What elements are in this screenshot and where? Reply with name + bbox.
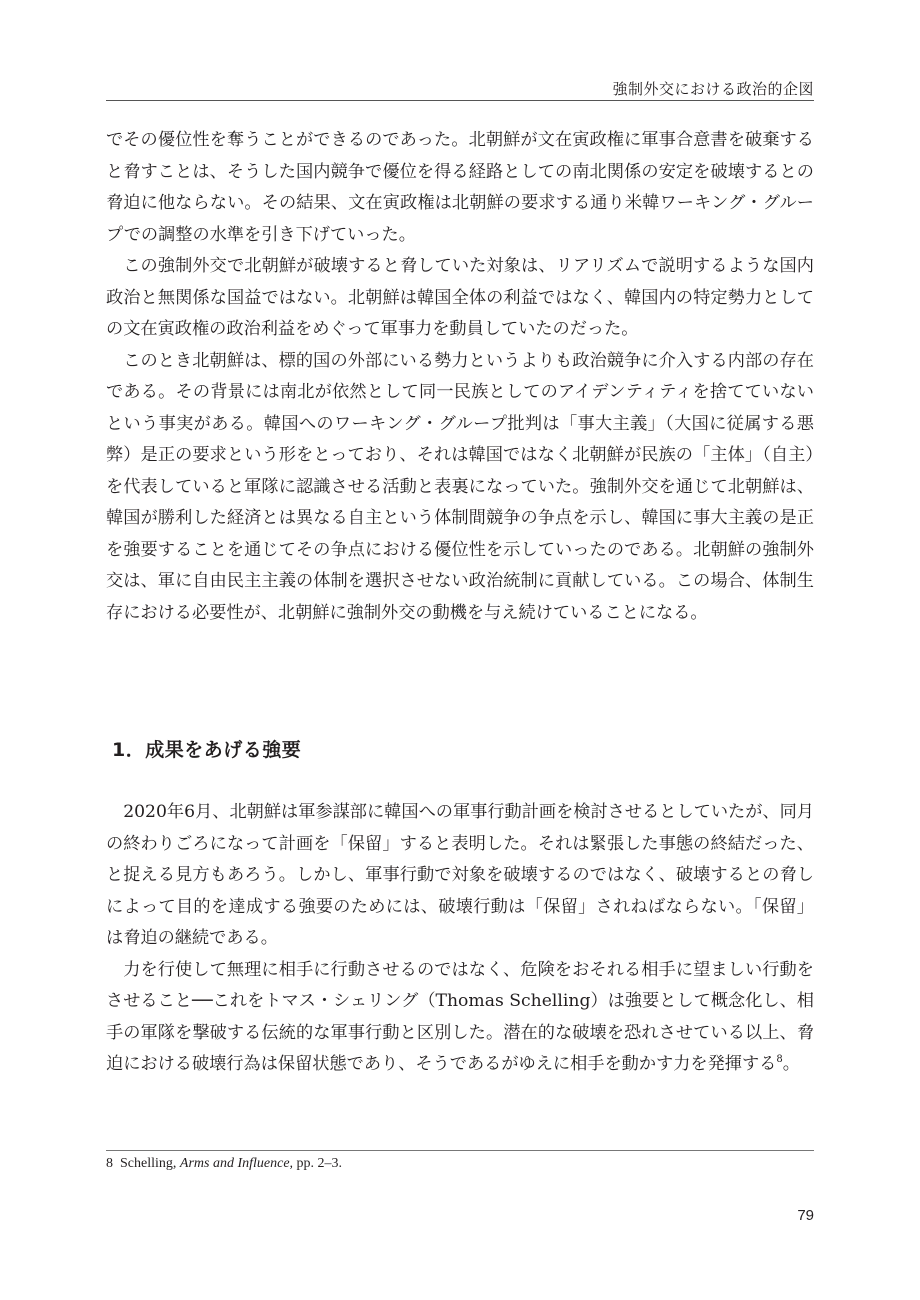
page-number: 79 <box>797 1207 814 1224</box>
footnote <box>106 1156 342 1172</box>
section-heading: 1．成果をあげる強要 <box>112 739 302 761</box>
running-title: 強制外交における政治的企図 <box>612 80 814 98</box>
section-1-text <box>106 125 814 629</box>
paragraph: このとき北朝鮮は、標的国の外部にいる勢力というよりも政治競争に介入する内部の存在である。その背景には南北が依然として同一民族としてのアイデンティティを捨てていないという事実がある。韓国へのワーキング・グループ批判は「事大主義」（大国に従属する悪弊）是正の要求という形をとっており、それは韓国ではなく北朝鮮が民族の「主体」（自主）を代表していると軍隊に認識させる活動と表裏になっていた。強制外交を通じて北朝鮮は、韓国が勝利した経済とは異なる自主という体制間競争の争点を示し、韓国に事大主義の是正を強要することを通じてその争点における優位性を示していったのである。北朝鮮の強制外交は、軍に自由民主主義の体制を選択させない政治統制に貢献している。この場合、体制生存における必要性が、北朝鮮に強制外交の動機を与え続けていることになる。 <box>106 350 814 623</box>
footnote-title: Arms and Influence, <box>179 1156 294 1171</box>
footnote-reference[interactable]: 8 <box>776 1054 783 1065</box>
paragraph: 2020年6月、北朝鮮は軍参謀部に韓国への軍事行動計画を検討させるとしていたが、同月の終わりごろになって計画を「保留」すると表明した。それは緊張した事態の終結だった、と捉える見方もあろう。しかし、軍事行動で対象を破壊するのではなく、破壊するとの脅しによって目的を達成する強要のためには、破壊行動は「保留」されねばならない。「保留」は脅迫の継続である。 <box>106 802 814 948</box>
paragraph <box>106 955 814 1081</box>
sentence-end-mark: 。 <box>782 1054 800 1074</box>
footnote-divider <box>106 1150 814 1151</box>
footnote-number: 8 <box>106 1156 113 1171</box>
footnote-pages: pp. 2–3. <box>296 1156 343 1171</box>
paragraph: この強制外交で北朝鮮が破壊すると脅していた対象は、リアリズムで説明するような国内政治と無関係な国益ではない。北朝鮮は韓国全体の利益ではなく、韓国内の特定勢力としての文在寅政権の政治利益をめぐって軍事力を動員していたのだった。 <box>106 256 814 339</box>
section-2-text <box>106 797 814 1081</box>
paragraph: でその優位性を奪うことができるのであった。北朝鮮が文在寅政権に軍事合意書を破棄すると脅すことは、そうした国内競争で優位を得る経路としての南北関係の安定を破壊するとの脅迫に他ならない。その結果、文在寅政権は北朝鮮の要求する通り米韓ワーキング・グループでの調整の水準を引き下げていった。 <box>106 130 814 245</box>
paragraph-text: 力を行使して無理に相手に行動させるのではなく、危険をおそれる相手に望ましい行動をさせること──これをトマス・シェリング（Thomas Schelling）は強要として概念化し、相手の軍隊を撃破する伝統的な軍事行動と区別した。潜在的な破壊を恐れさせている以上、脅迫における破壊行為は保留状態であり、そうであるがゆえに相手を動かす力を発揮する <box>106 959 814 1074</box>
footnote-author: Schelling, <box>120 1156 177 1171</box>
header-divider <box>106 100 814 101</box>
